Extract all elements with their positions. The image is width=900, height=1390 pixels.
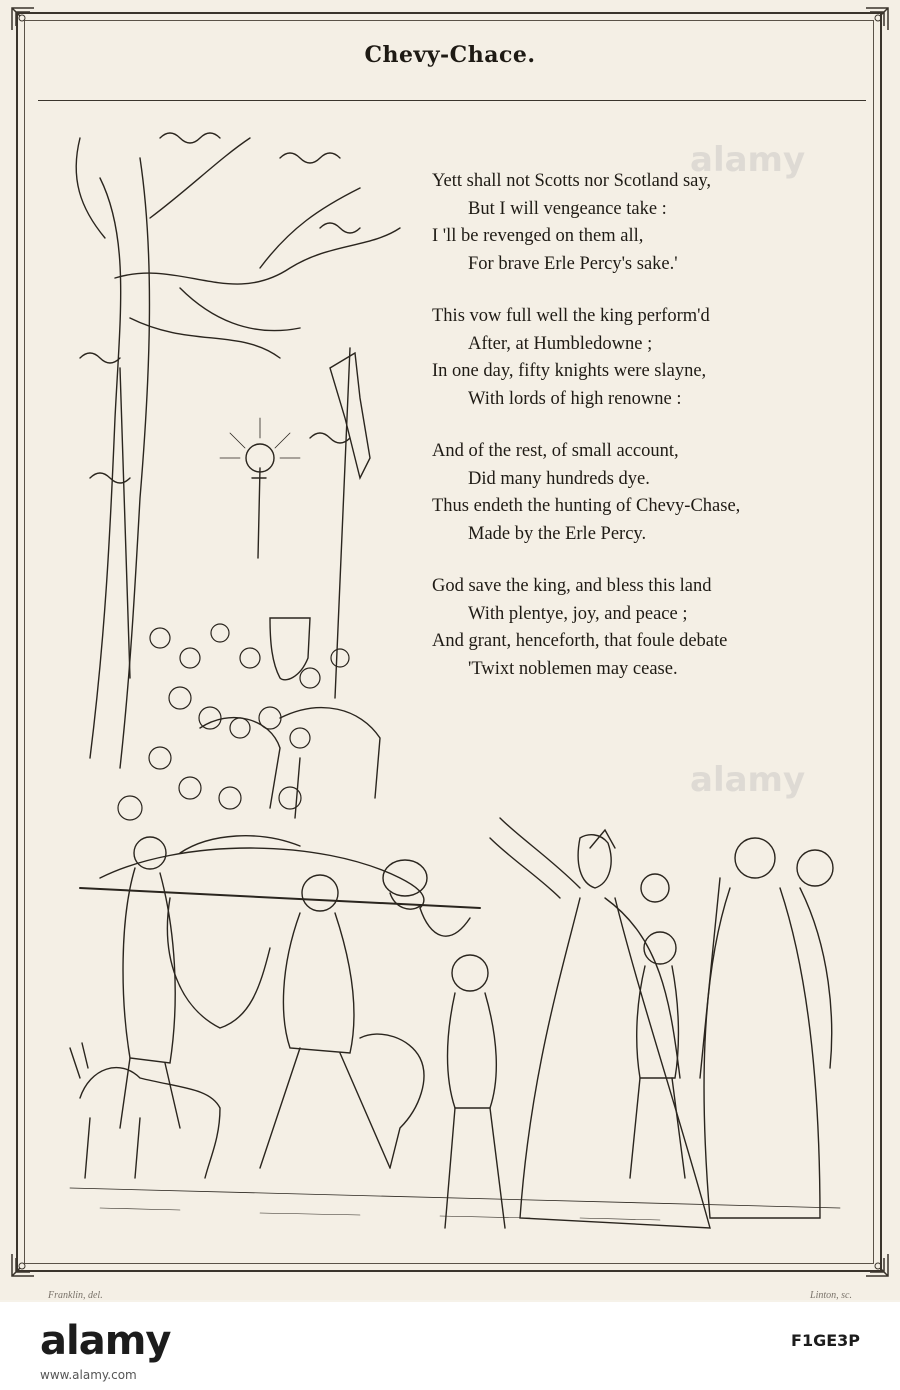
poem-line: And grant, henceforth, that foule debate	[432, 631, 728, 651]
alamy-logo: alamy	[40, 1318, 171, 1364]
stanza	[432, 573, 852, 683]
poem-line: For brave Erle Percy's sake.'	[468, 253, 678, 274]
stanza	[432, 438, 852, 548]
poem-line: This vow full well the king perform'd	[432, 306, 710, 326]
poem-line: Did many hundreds dye.	[468, 468, 650, 489]
poem-line: But I will vengeance take :	[468, 198, 667, 219]
watermark-faint: alamy	[690, 760, 806, 800]
poem-line: Thus endeth the hunting of Chevy-Chase,	[432, 496, 741, 516]
poem-line: After, at Humbledowne ;	[468, 333, 653, 354]
engraver-credit: Linton, sc.	[810, 1290, 852, 1301]
poem-line: With lords of high renowne :	[468, 388, 682, 409]
artist-credit: Franklin, del.	[48, 1290, 103, 1301]
watermark-faint: alamy	[690, 140, 806, 180]
poem-line: Yett shall not Scotts nor Scotland say,	[432, 171, 712, 191]
poem-line: I 'll be revenged on them all,	[432, 226, 644, 246]
poem-line: Made by the Erle Percy.	[468, 523, 647, 544]
title-rule	[38, 100, 866, 101]
poem-line: In one day, fifty knights were slayne,	[432, 361, 707, 381]
image-code: F1GE3P	[791, 1331, 860, 1350]
corner-ornament-icon	[864, 1252, 890, 1278]
corner-ornament-icon	[10, 6, 36, 32]
poem-line: And of the rest, of small account,	[432, 441, 679, 461]
stanza	[432, 168, 852, 278]
poem-line: 'Twixt noblemen may cease.	[468, 658, 678, 679]
alamy-url: www.alamy.com	[40, 1368, 137, 1382]
page-title: Chevy-Chace.	[364, 42, 536, 68]
stanza	[432, 303, 852, 413]
poem-text	[432, 168, 852, 708]
poem-line: God save the king, and bless this land	[432, 576, 712, 596]
corner-ornament-icon	[864, 6, 890, 32]
corner-ornament-icon	[10, 1252, 36, 1278]
poem-line: With plentye, joy, and peace ;	[468, 603, 688, 624]
